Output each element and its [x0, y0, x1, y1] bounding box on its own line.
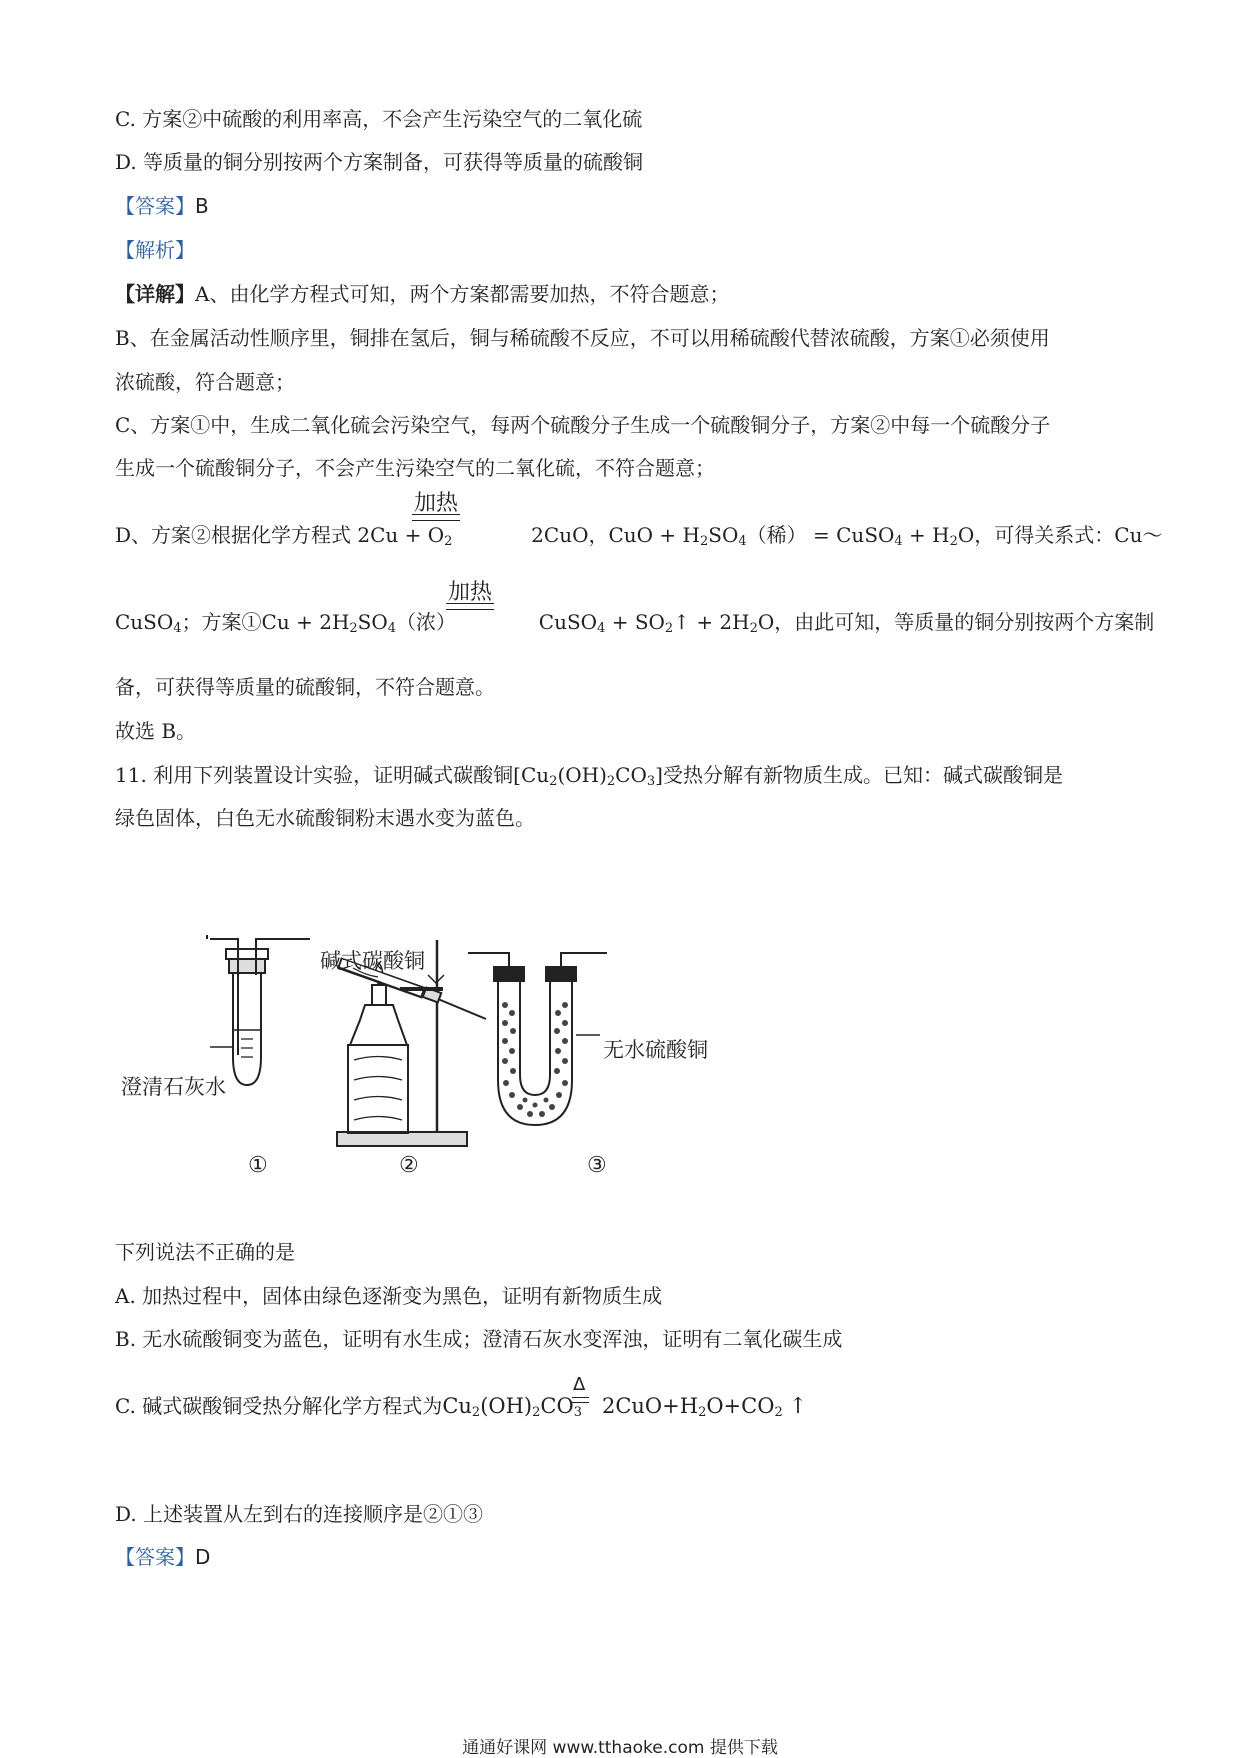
opt-c-eq4: 2CuO+H	[601, 1394, 699, 1418]
page-footer: 通通好课网 www.tthaoke.com 提供下载	[462, 1738, 778, 1758]
equal-sign-2	[446, 603, 494, 610]
opt-c-eq2: (OH)	[480, 1394, 533, 1418]
q11-option-c	[115, 1393, 807, 1426]
detail-d-line3: 备，可获得等质量的硫酸铜，不符合题意。	[115, 675, 495, 699]
q11-stem-line2: 绿色固体，白色无水硫酸铜粉末遇水变为蓝色。	[115, 806, 535, 830]
detail-a-line	[115, 281, 729, 307]
so4-text: SO	[708, 523, 739, 547]
line2-after: CuSO	[538, 610, 598, 634]
heat-label-2: 加热	[448, 580, 493, 605]
detail-d-tail3: O，可得关系式：Cu～	[957, 523, 1163, 547]
opt-c-eq5: O+CO	[706, 1394, 775, 1418]
line2-sub1: 4	[173, 621, 182, 636]
detail-d-tail2: + H	[902, 523, 950, 547]
answer-value: B	[195, 194, 209, 218]
h2-sub: 2	[699, 534, 709, 549]
opt-c-sub4: 2	[698, 1405, 707, 1420]
line2-sub6: 2	[749, 621, 758, 636]
line2-mid: ；方案①Cu + 2H	[181, 610, 350, 634]
label-basic-copper-carbonate: 碱式碳酸铜	[320, 949, 425, 973]
option-d-text: D. 等质量的铜分别按两个方案制备，可获得等质量的硫酸铜	[115, 150, 644, 174]
opt-c-sub3: 3	[573, 1405, 582, 1420]
q11-question: 下列说法不正确的是	[115, 1240, 295, 1264]
h2o-sub: 2	[949, 534, 958, 549]
heat-label-1: 加热	[414, 491, 459, 516]
u-tube	[468, 953, 607, 1125]
line2-after3: ↑ + 2H	[673, 610, 750, 634]
figure-number-1: ①	[248, 1153, 268, 1178]
opt-c-sub5: 2	[774, 1405, 783, 1420]
q11-stem-pre: 11. 利用下列装置设计实验，证明碱式碳酸铜[Cu	[115, 763, 550, 787]
label-anhydrous-copper-sulfate: 无水硫酸铜	[603, 1038, 708, 1062]
detail-b-line2: 浓硫酸，符合题意；	[115, 370, 295, 394]
detail-d-pre: D、方案②根据化学方程式 2Cu + O	[115, 523, 445, 547]
q11-answer-tag: 【答案】	[115, 1545, 195, 1569]
o2-sub: 2	[444, 534, 453, 549]
analysis-tag: 【解析】	[115, 238, 195, 262]
detail-d-line2	[115, 609, 1154, 642]
delta-sign: Δ	[573, 1374, 586, 1395]
so4-sub: 4	[738, 534, 747, 549]
q11-sub2: 2	[606, 774, 616, 789]
q11-stem-mid2: CO	[615, 763, 647, 787]
detail-a-text: A、由化学方程式可知，两个方案都需要加热，不符合题意；	[195, 282, 730, 306]
label-lime-water: 澄清石灰水	[121, 1075, 226, 1099]
line2-conc: （浓）	[396, 610, 457, 634]
answer-line	[115, 193, 209, 219]
choose-line: 故选 B。	[115, 719, 197, 743]
answer-tag: 【答案】	[115, 194, 195, 218]
line2-after4: O，由此可知，等质量的铜分别按两个方案制	[757, 610, 1155, 634]
line2-so4: SO	[357, 610, 388, 634]
q11-stem-mid: (OH)	[557, 763, 607, 787]
opt-c-eq1: Cu	[442, 1394, 472, 1418]
equal-sign-3	[572, 1397, 589, 1403]
up-arrow: ↑	[788, 1394, 808, 1419]
q11-stem-line1	[115, 762, 1063, 795]
figure-number-3: ③	[587, 1153, 607, 1178]
q11-option-d: D. 上述装置从左到右的连接顺序是②①③	[115, 1502, 484, 1526]
q11-sub1: 2	[549, 774, 558, 789]
line2-sub2: 2	[349, 621, 358, 636]
line2-pre: CuSO	[115, 610, 174, 634]
opt-c-eq3: CO	[540, 1394, 574, 1418]
option-c-text: C. 方案②中硫酸的利用率高，不会产生污染空气的二氧化硫	[115, 107, 643, 131]
q11-answer-value: D	[195, 1545, 211, 1569]
lime-water-tube	[207, 935, 310, 1085]
q11-option-b: B. 无水硫酸铜变为蓝色，证明有水生成；澄清石灰水变浑浊，证明有二氧化碳生成	[115, 1327, 843, 1351]
q11-stem-post: ]受热分解有新物质生成。已知：碱式碳酸铜是	[655, 763, 1063, 787]
detail-tag: 【详解】	[115, 282, 195, 306]
cuso4-sub: 4	[894, 534, 903, 549]
line2-after2: + SO	[605, 610, 665, 634]
detail-d-tail: = CuSO	[813, 523, 895, 547]
detail-c-line2: 生成一个硫酸铜分子，不会产生污染空气的二氧化硫，不符合题意；	[115, 456, 715, 480]
opt-c-pre: C. 碱式碳酸铜受热分解化学方程式为	[115, 1394, 443, 1418]
apparatus-figure	[110, 935, 810, 1195]
detail-b-line1: B、在金属活动性顺序里，铜排在氢后，铜与稀硫酸不反应，不可以用稀硫酸代替浓硫酸，方案①必须使用	[115, 326, 1050, 350]
opt-c-sub1: 2	[471, 1405, 481, 1420]
q11-answer-line	[115, 1544, 210, 1570]
line2-sub5: 2	[664, 621, 674, 636]
opt-c-sub2: 2	[532, 1405, 541, 1420]
figure-number-2: ②	[399, 1153, 419, 1178]
u-tube-filling	[502, 1002, 568, 1117]
q11-sub3: 3	[646, 774, 656, 789]
line2-sub4: 4	[597, 621, 606, 636]
detail-c-line1: C、方案①中，生成二氧化硫会污染空气，每两个硫酸分子生成一个硫酸铜分子，方案②中每一个硫酸分子	[115, 413, 1051, 437]
dilute-text: （稀）	[746, 523, 807, 547]
line2-sub3: 4	[387, 621, 397, 636]
q11-option-a: A. 加热过程中，固体由绿色逐渐变为黑色，证明有新物质生成	[115, 1284, 663, 1308]
detail-d-line1	[115, 522, 1163, 555]
equal-sign-1	[412, 514, 460, 521]
detail-d-mid: 2CuO，CuO + H	[531, 523, 700, 547]
